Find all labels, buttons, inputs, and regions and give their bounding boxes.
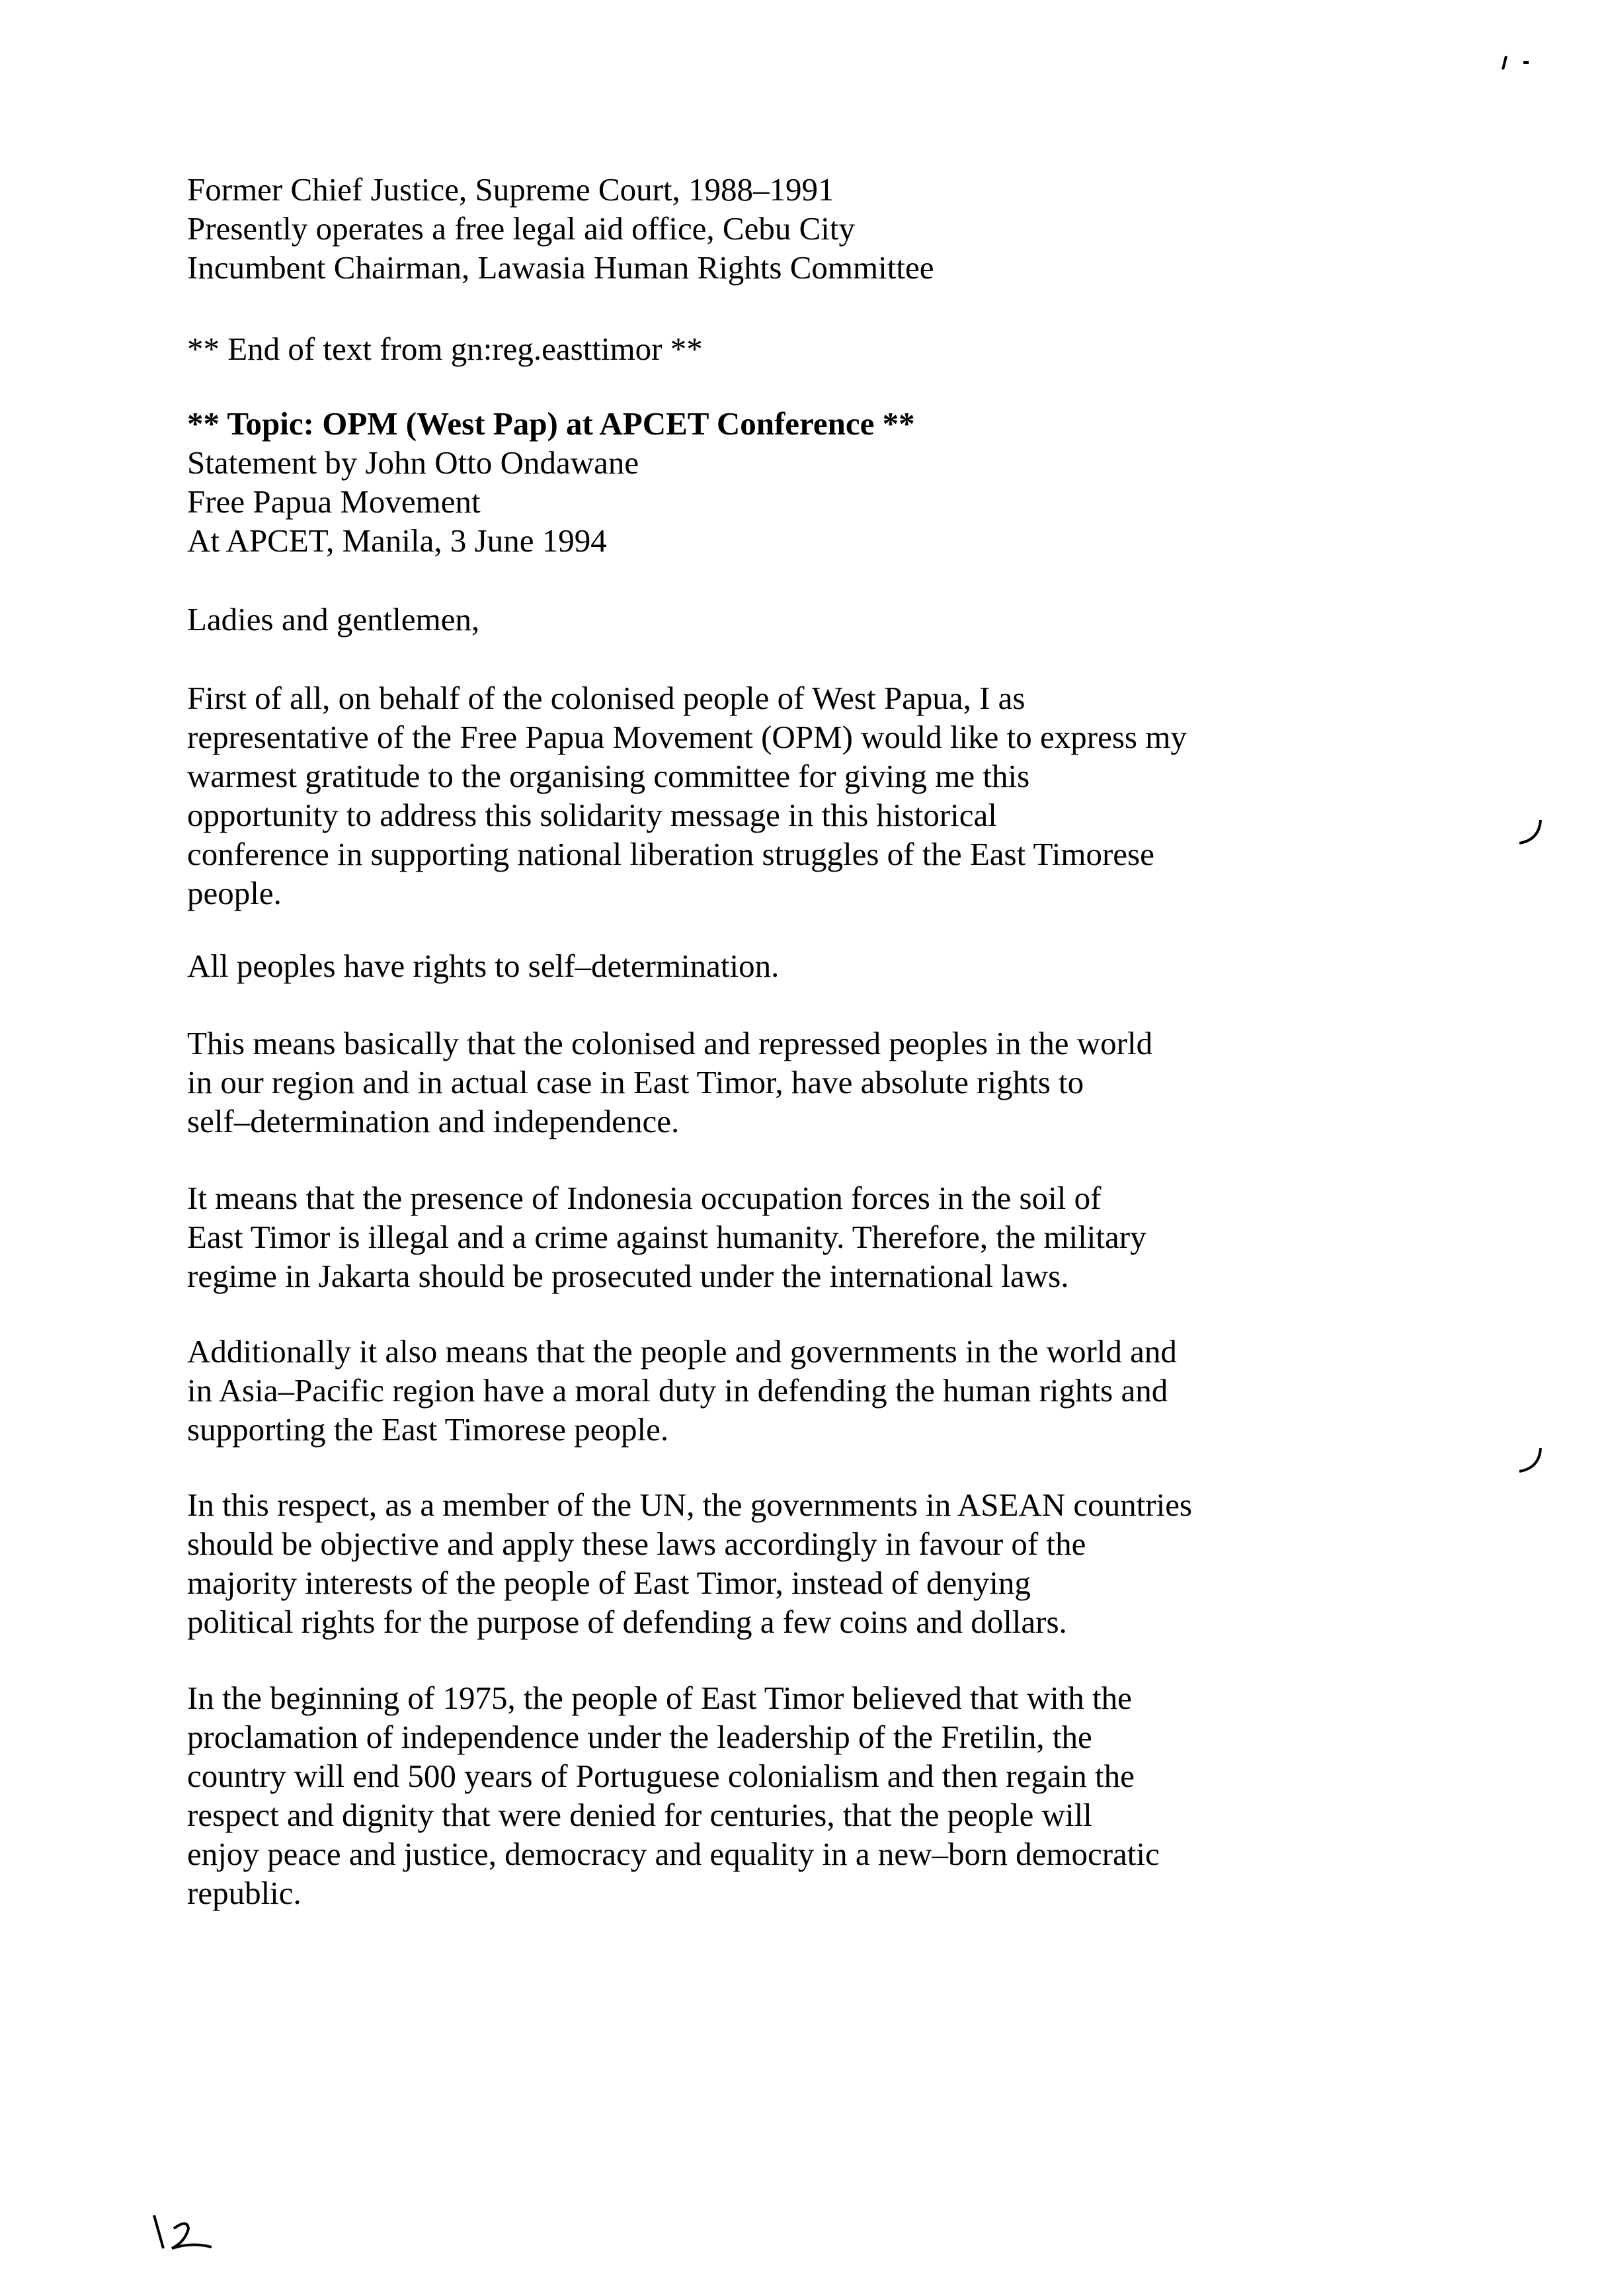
credential-line: Incumbent Chairman, Lawasia Human Rights Committee	[187, 249, 934, 286]
paragraph-line: East Timor is illegal and a crime against humanity. Therefore, the military	[187, 1219, 1146, 1255]
topic-heading: ** Topic: OPM (West Pap) at APCET Conference **	[187, 405, 915, 442]
byline-line: Free Papua Movement	[187, 483, 481, 520]
paragraph-line: Additionally it also means that the people and governments in the world and	[187, 1333, 1177, 1370]
paragraph	[187, 678, 1187, 913]
paragraph-line: country will end 500 years of Portuguese colonialism and then regain the	[187, 1758, 1135, 1794]
paragraph-line: respect and dignity that were denied for centuries, that the people will	[187, 1797, 1092, 1833]
paragraph-line: This means basically that the colonised and repressed peoples in the world	[187, 1025, 1153, 1061]
paragraph-line: enjoy peace and justice, democracy and equality in a new–born democratic	[187, 1836, 1160, 1872]
paragraph-line: majority interests of the people of East Timor, instead of denying	[187, 1565, 1031, 1601]
paragraph-line: supporting the East Timorese people.	[187, 1411, 669, 1448]
end-marker: ** End of text from gn:reg.easttimor **	[187, 331, 703, 367]
author-credentials	[187, 170, 934, 287]
paragraph	[187, 1024, 1152, 1141]
paragraph-line: republic.	[187, 1875, 302, 1911]
scan-speck-mark	[1501, 53, 1541, 79]
credential-line: Presently operates a free legal aid office, Cebu City	[187, 210, 856, 247]
margin-tick-mark	[1514, 817, 1547, 850]
salutation: Ladies and gentlemen,	[187, 601, 480, 637]
paragraph-line: It means that the presence of Indonesia occupation forces in the soil of	[187, 1180, 1102, 1216]
paragraph-line: conference in supporting national liberation struggles of the East Timorese	[187, 836, 1154, 872]
paragraph-line: opportunity to address this solidarity message in this historical	[187, 797, 997, 833]
paragraph-line: All peoples have rights to self–determination.	[187, 948, 780, 984]
byline-line: At APCET, Manila, 3 June 1994	[187, 522, 607, 559]
paragraph-line: representative of the Free Papua Movement (OPM) would like to express my	[187, 719, 1187, 755]
paragraph-line: in Asia–Pacific region have a moral duty in defending the human rights and	[187, 1372, 1168, 1409]
paragraph	[187, 1178, 1146, 1295]
paragraph-line: In this respect, as a member of the UN, the governments in ASEAN countries	[187, 1487, 1193, 1523]
paragraph-line: self–determination and independence.	[187, 1103, 680, 1139]
paragraph	[187, 1678, 1160, 1912]
credential-line: Former Chief Justice, Supreme Court, 1988–1991	[187, 171, 834, 208]
paragraph-line: should be objective and apply these laws accordingly in favour of the	[187, 1526, 1086, 1562]
paragraph	[187, 1332, 1177, 1449]
byline-line: Statement by John Otto Ondawane	[187, 444, 639, 481]
paragraph-line: warmest gratitude to the organising committee for giving me this	[187, 758, 1030, 794]
margin-tick-mark	[1514, 1445, 1547, 1478]
paragraph-line: political rights for the purpose of defending a few coins and dollars.	[187, 1604, 1067, 1640]
paragraph-line: proclamation of independence under the leadership of the Fretilin, the	[187, 1719, 1092, 1755]
paragraph	[187, 1485, 1192, 1641]
paragraph-line: In the beginning of 1975, the people of East Timor believed that with the	[187, 1680, 1132, 1716]
handwritten-page-number	[149, 2209, 221, 2262]
paragraph-line: people.	[187, 875, 282, 911]
paragraph-line: in our region and in actual case in East Timor, have absolute rights to	[187, 1064, 1084, 1100]
paragraph-line: First of all, on behalf of the colonised people of West Papua, I as	[187, 680, 1025, 716]
topic-block	[187, 404, 915, 560]
paragraph-line: regime in Jakarta should be prosecuted under the international laws.	[187, 1258, 1069, 1294]
paragraph	[187, 946, 779, 985]
